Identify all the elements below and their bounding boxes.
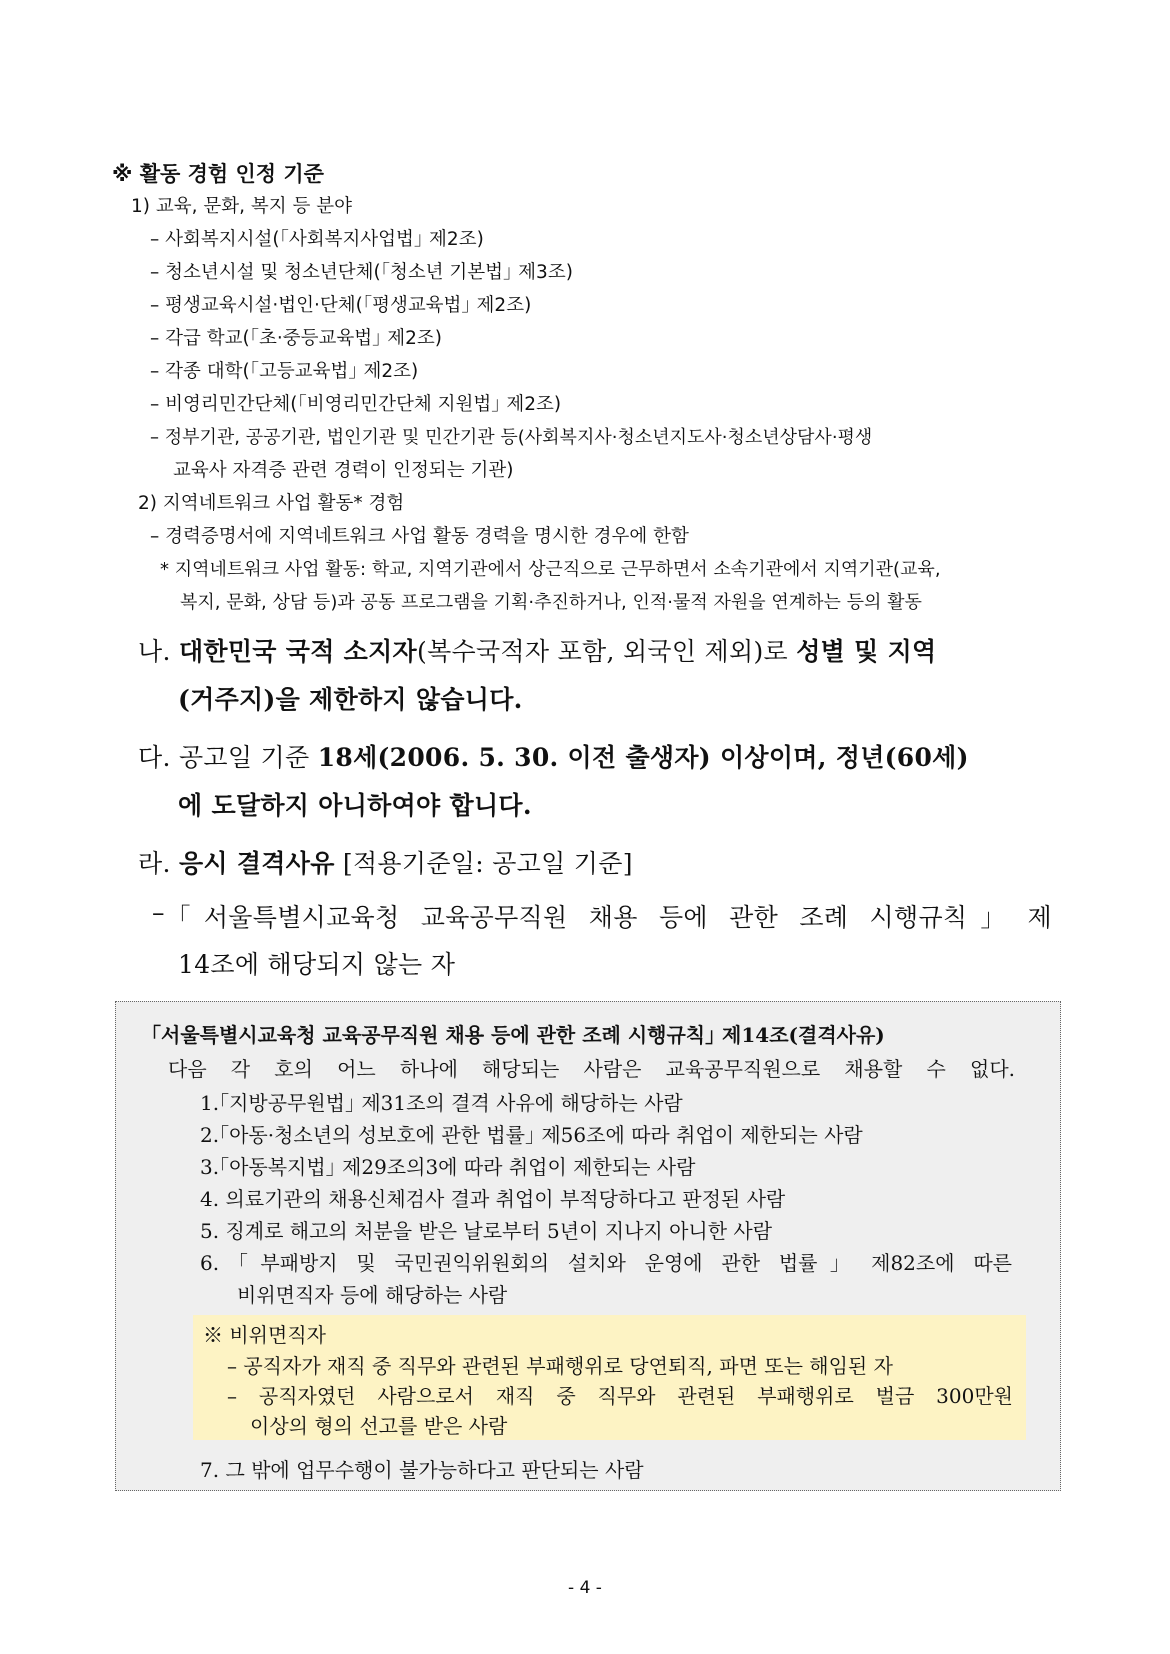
ra-title-normal: [적용기준일: 공고일 기준] (334, 849, 633, 878)
bullet-7-cont: 교육사 자격증 관련 경력이 인정되는 기관) (173, 460, 514, 481)
ra-dash: – (152, 898, 165, 927)
item2-footnote-1: * 지역네트워크 사업 활동: 학교, 지역기관에서 상근직으로 근무하면서 소속기관에서 지역기관(교육, (160, 559, 941, 580)
box-item-1: 1.｢지방공무원법｣ 제31조의 결격 사유에 해당하는 사람 (200, 1091, 683, 1115)
note-line-1: – 공직자가 재직 중 직무와 관련된 부패행위로 당연퇴직, 파면 또는 해임된 자 (227, 1354, 893, 1378)
ra-title-bold: 응시 결격사유 (178, 849, 335, 878)
ra-line2: 14조에 해당되지 않는 자 (178, 950, 456, 979)
box-item-5: 5. 징계로 해고의 처분을 받은 날로부터 5년이 지나지 아니한 사람 (200, 1219, 773, 1243)
da-paragraph-line2: 에 도달하지 아니하여야 합니다. (178, 791, 532, 820)
box-item-2: 2.｢아동·청소년의 성보호에 관한 법률｣ 제56조에 따라 취업이 제한되는 사람 (200, 1123, 863, 1147)
da-paragraph-line1 (138, 738, 969, 774)
note-line-2: – 공직자였던 사람으로서 재직 중 직무와 관련된 부패행위로 벌금 300만원 (227, 1384, 1013, 1408)
box-item-3: 3.｢아동복지법｣ 제29조의3에 따라 취업이 제한되는 사람 (200, 1155, 696, 1179)
box-intro: 다음 각 호의 어느 하나에 해당되는 사람은 교육공무직원으로 채용할 수 없다. (168, 1057, 1015, 1081)
na-normal-1: (복수국적자 포함, 외국인 제외)로 (417, 637, 797, 666)
da-normal: 공고일 기준 (178, 743, 318, 772)
bullet-2: – 청소년시설 및 청소년단체(｢청소년 기본법｣ 제3조) (150, 262, 573, 283)
disqualification-box (115, 1001, 1061, 1491)
item2-bullet: – 경력증명서에 지역네트워크 사업 활동 경력을 명시한 경우에 한함 (150, 526, 689, 547)
page-number: - 4 - (568, 1578, 602, 1598)
item2-heading: 2) 지역네트워크 사업 활동* 경험 (138, 493, 405, 514)
ra-label: 라. (138, 849, 171, 878)
ra-title (138, 844, 633, 880)
note-title: ※ 비위면직자 (203, 1323, 326, 1347)
bullet-1: – 사회복지시설(｢사회복지사업법｣ 제2조) (150, 229, 484, 250)
bullet-4: – 각급 학교(｢초·중등교육법｣ 제2조) (150, 328, 442, 349)
na-paragraph-line1 (138, 632, 936, 668)
note-highlight (193, 1315, 1026, 1440)
na-paragraph-line2: (거주지)을 제한하지 않습니다. (178, 685, 523, 714)
box-item-4: 4. 의료기관의 채용신체검사 결과 취업이 부적당하다고 판정된 사람 (200, 1187, 786, 1211)
ra-line1: ｢서울특별시교육청 교육공무직원 채용 등에 관한 조례 시행규칙｣ 제 (178, 903, 1052, 932)
bullet-6: – 비영리민간단체(｢비영리민간단체 지원법｣ 제2조) (150, 394, 562, 415)
bullet-3: – 평생교육시설·법인·단체(｢평생교육법｣ 제2조) (150, 295, 532, 316)
bullet-7: – 정부기관, 공공기관, 법인기관 및 민간기관 등(사회복지사·청소년지도사·청소년상담사·평생 (150, 427, 873, 448)
note-line-2-cont: 이상의 형의 선고를 받은 사람 (250, 1414, 508, 1438)
box-item-6-cont: 비위면직자 등에 해당하는 사람 (237, 1283, 508, 1307)
box-title: ｢서울특별시교육청 교육공무직원 채용 등에 관한 조례 시행규칙｣ 제14조(결격사유) (151, 1023, 885, 1047)
item2-footnote-2: 복지, 문화, 상담 등)과 공동 프로그램을 기획·추진하거나, 인적·물적 자원을 연계하는 등의 활동 (180, 592, 922, 613)
da-bold: 18세(2006. 5. 30. 이전 출생자) 이상이며, 정년(60세) (317, 743, 969, 772)
item1-heading: 1) 교육, 문화, 복지 등 분야 (131, 196, 352, 217)
box-item-7: 7. 그 밖에 업무수행이 불가능하다고 판단되는 사람 (200, 1458, 644, 1482)
section-title: ※ 활동 경험 인정 기준 (112, 162, 324, 186)
bullet-5: – 각종 대학(｢고등교육법｣ 제2조) (150, 361, 419, 382)
box-item-6: 6. ｢부패방지 및 국민권익위원회의 설치와 운영에 관한 법률｣ 제82조에 따른 (200, 1251, 1012, 1275)
na-bold-2: 성별 및 지역 (796, 637, 937, 666)
da-label: 다. (138, 743, 171, 772)
na-bold-1: 대한민국 국적 소지자 (178, 637, 418, 666)
na-label: 나. (138, 637, 171, 666)
